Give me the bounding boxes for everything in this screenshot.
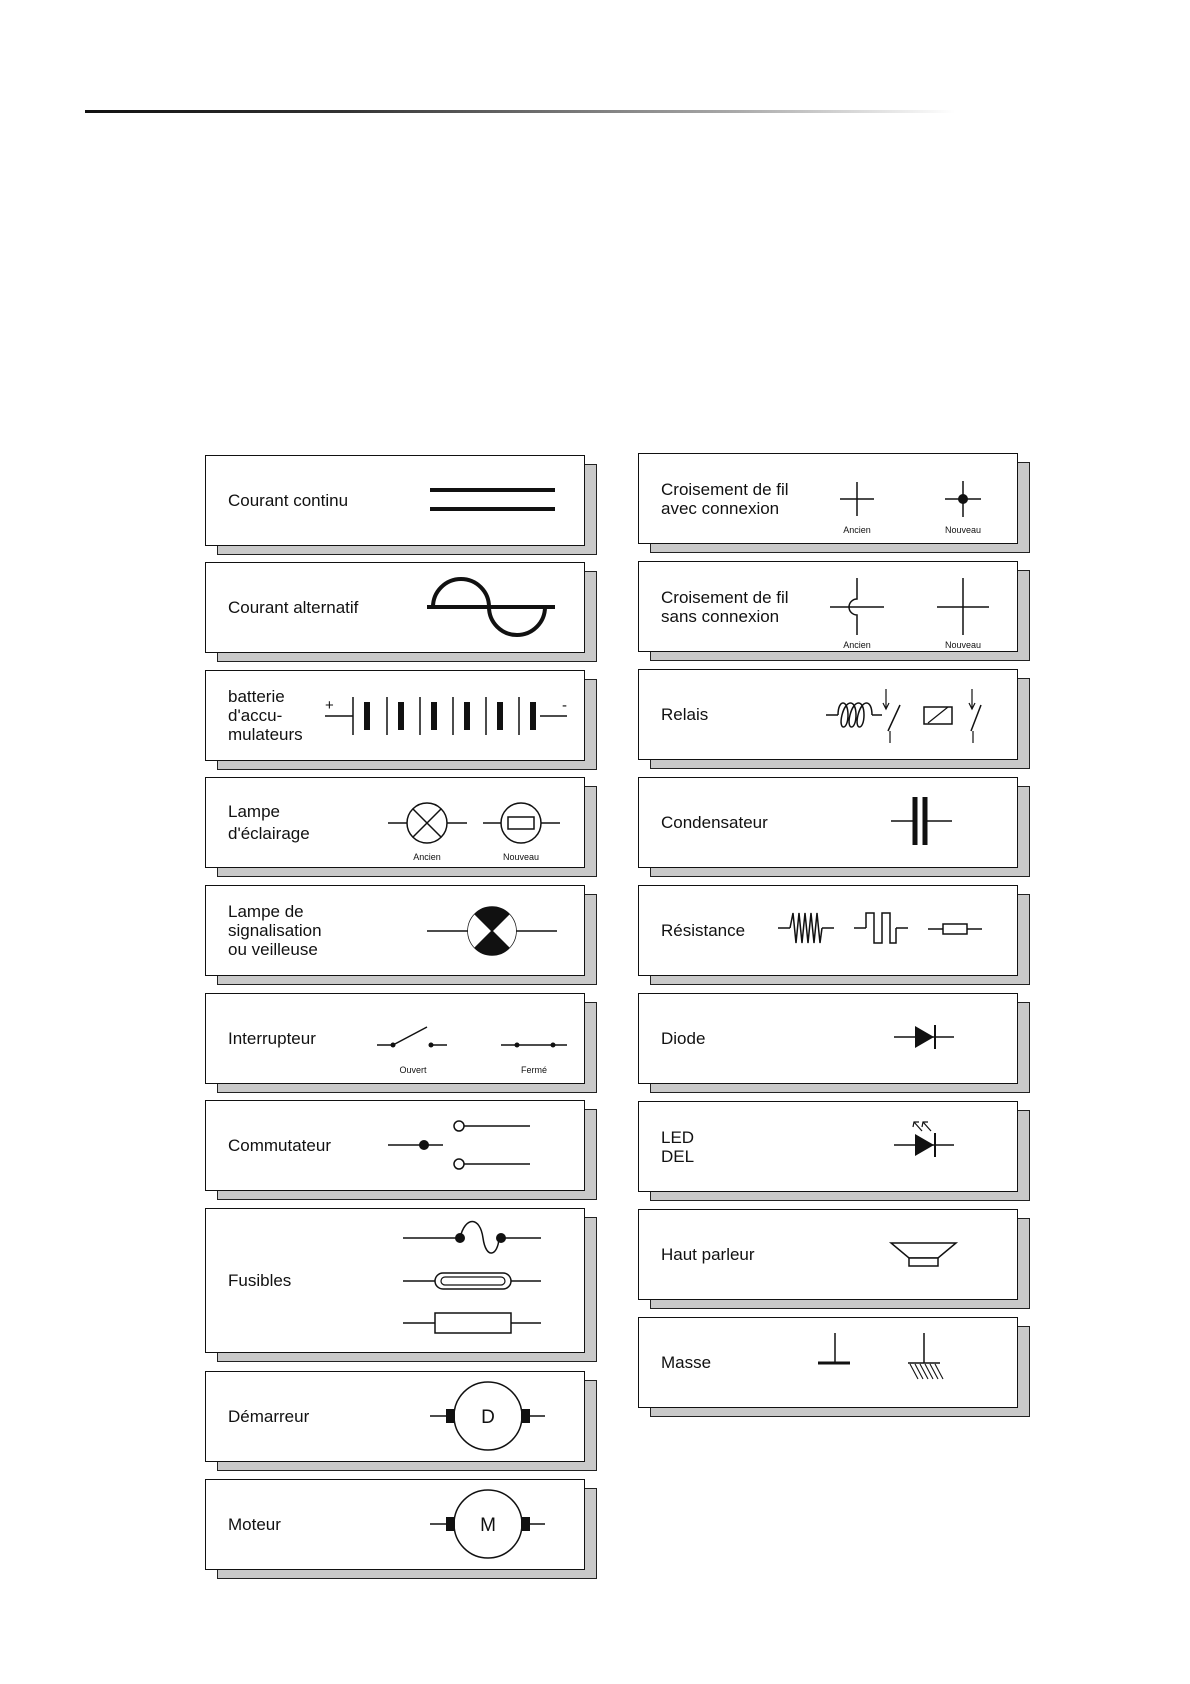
lamp-symbol	[205, 777, 585, 868]
label-capacitor: Condensateur	[661, 812, 768, 832]
motor-letter: M	[480, 1515, 496, 1536]
header-rule	[85, 110, 955, 113]
label-crossing-connected: Croisement de fil avec connexion	[661, 479, 789, 518]
crossing-unconnected-old-caption: Ancien	[843, 640, 871, 650]
crossing-unconnected-symbol	[638, 561, 1018, 652]
capacitor-symbol	[638, 777, 1018, 868]
label-led: LED DEL	[661, 1127, 695, 1166]
ground-symbol	[638, 1317, 1018, 1408]
card-speaker	[638, 1209, 1018, 1300]
crossing-connected-symbol	[638, 453, 1018, 544]
card-starter	[205, 1371, 585, 1462]
card-crossing-connected	[638, 453, 1018, 544]
label-alternating-current: Courant alternatif	[228, 597, 359, 617]
card-switch	[205, 993, 585, 1084]
card-fuses	[205, 1208, 585, 1353]
starter-symbol	[205, 1371, 585, 1462]
led-symbol	[638, 1101, 1018, 1192]
card-lamp	[205, 777, 585, 868]
crossing-unconnected-new-caption: Nouveau	[944, 640, 982, 650]
label-lamp: Lampe d'éclairage	[228, 801, 310, 843]
starter-letter: D	[481, 1407, 495, 1428]
direct-current-symbol	[205, 455, 585, 546]
card-direct-current	[205, 455, 585, 546]
label-motor: Moteur	[228, 1514, 281, 1534]
card-commutator	[205, 1100, 585, 1191]
card-ground	[638, 1317, 1018, 1408]
fuses-symbol	[205, 1208, 585, 1353]
alternating-current-symbol	[205, 562, 585, 653]
diode-symbol	[638, 993, 1018, 1084]
card-led	[638, 1101, 1018, 1192]
label-crossing-unconnected: Croisement de fil sans connexion	[661, 587, 789, 626]
label-commutator: Commutateur	[228, 1135, 331, 1155]
label-switch: Interrupteur	[228, 1028, 316, 1048]
label-signal-lamp: Lampe de signalisation ou veilleuse	[228, 902, 322, 959]
label-ground: Masse	[661, 1352, 712, 1372]
label-starter: Démarreur	[228, 1406, 310, 1426]
label-battery: batterie d'accu- mulateurs	[228, 687, 303, 744]
card-relay	[638, 669, 1018, 760]
battery-minus-sign: -	[562, 697, 567, 714]
label-diode: Diode	[661, 1028, 706, 1048]
relay-symbol	[638, 669, 1018, 760]
label-relay: Relais	[661, 704, 709, 724]
switch-closed-caption: Fermé	[520, 1065, 548, 1075]
card-crossing-unconnected	[638, 561, 1018, 652]
card-capacitor	[638, 777, 1018, 868]
label-speaker: Haut parleur	[661, 1244, 755, 1264]
card-signal-lamp	[205, 885, 585, 976]
signal-lamp-symbol	[205, 885, 585, 976]
speaker-symbol	[638, 1209, 1018, 1300]
switch-symbol	[205, 993, 585, 1084]
lamp-old-caption: Ancien	[413, 852, 441, 862]
switch-open-caption: Ouvert	[399, 1065, 427, 1075]
battery-plus-sign: +	[325, 697, 334, 714]
card-resistor	[638, 885, 1018, 976]
resistor-symbol	[638, 885, 1018, 976]
label-fuses: Fusibles	[228, 1270, 292, 1290]
crossing-connected-new-caption: Nouveau	[944, 525, 982, 535]
card-motor	[205, 1479, 585, 1570]
motor-symbol	[205, 1479, 585, 1570]
battery-symbol	[205, 670, 585, 761]
crossing-connected-old-caption: Ancien	[843, 525, 871, 535]
card-diode	[638, 993, 1018, 1084]
card-battery	[205, 670, 585, 761]
label-resistor: Résistance	[661, 920, 746, 940]
lamp-new-caption: Nouveau	[502, 852, 540, 862]
commutator-symbol	[205, 1100, 585, 1191]
label-direct-current: Courant continu	[228, 490, 349, 510]
card-alternating-current	[205, 562, 585, 653]
